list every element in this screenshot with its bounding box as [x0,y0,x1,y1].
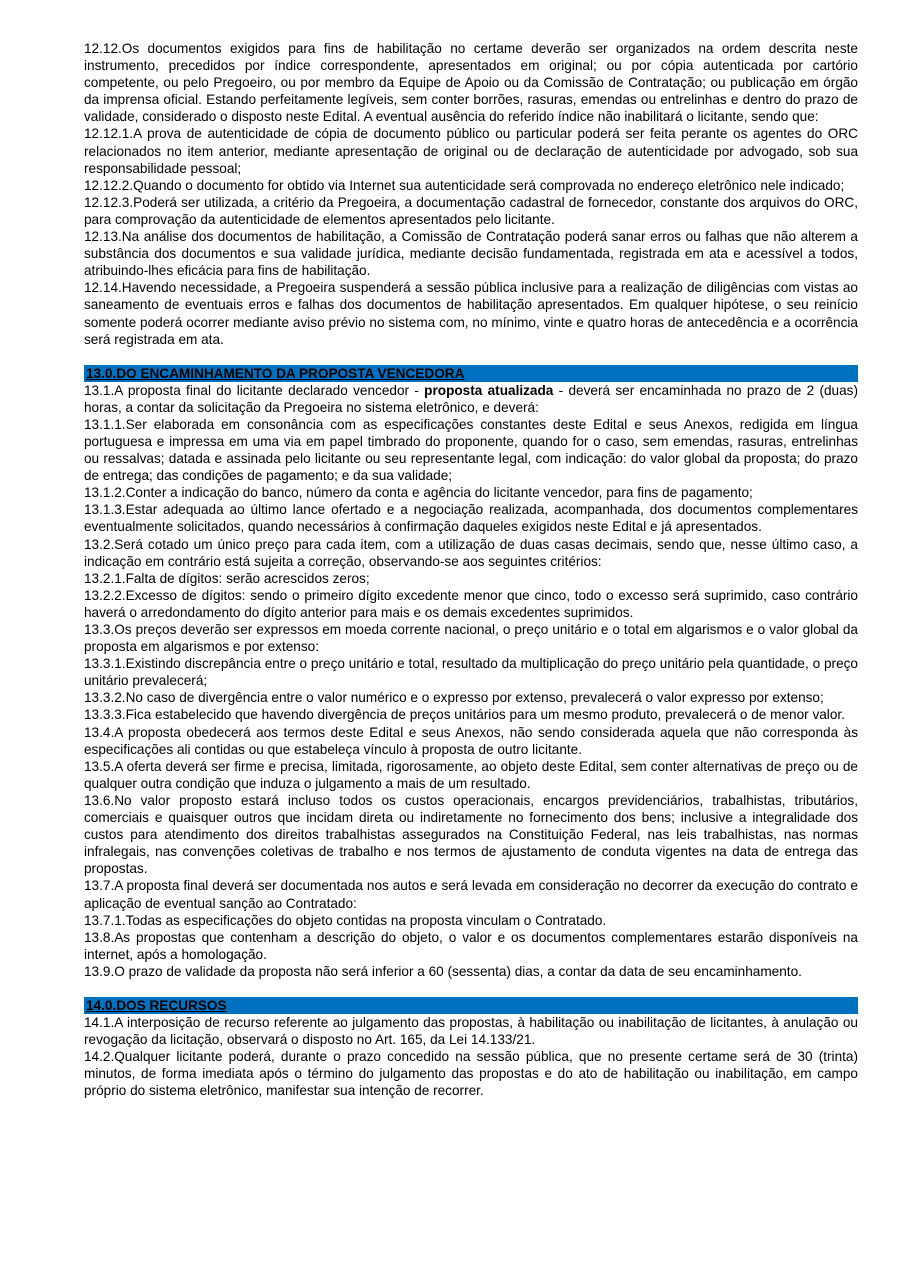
paragraph-13-1-1: 13.1.1.Ser elaborada em consonância com as especificações constantes deste Edital e seus Anexos, redigida em língua portuguesa e impressa em uma via em papel timbrado do proponente, quando for o caso, sem emendas, rasuras, entrelinhas ou ressalvas; datada e assinada pelo licitante ou seu representante legal, com indicação: do valor global da proposta; do prazo de entrega; das condições de pagamento; e da sua validade; [84,416,858,484]
paragraph-12-13: 12.13.Na análise dos documentos de habilitação, a Comissão de Contratação poderá sanar erros ou falhas que não alterem a substância dos documentos e sua validade jurídica, mediante decisão fundamentada, registrada em ata e acessível a todos, atribuindo-lhes eficácia para fins de habilitação. [84,229,858,279]
paragraph-12-12-2: 12.12.2.Quando o documento for obtido via Internet sua autenticidade será comprovada no endereço eletrônico nele indicado; [84,177,845,193]
paragraph-14-1: 14.1.A interposição de recurso referente ao julgamento das propostas, à habilitação ou inabilitação de licitantes, à anulação ou revogação da licitação, observará o disposto no Art. 165, da Lei 14.133/21. [84,1014,858,1048]
paragraph-13-2-2: 13.2.2.Excesso de dígitos: sendo o primeiro dígito excedente menor que cinco, todo o excesso será suprimido, caso contrário haverá o arredondamento do dígito anterior para mais e os demais excedentes suprimidos. [84,587,858,620]
section-spacer [84,348,858,365]
paragraph-13-3-1: 13.3.1.Existindo discrepância entre o preço unitário e total, resultado da multiplicação do preço unitário pela quantidade, o preço unitário prevalecerá; [84,656,858,689]
paragraph-14-2: 14.2.Qualquer licitante poderá, durante o prazo concedido na sessão pública, que no presente certame será de 30 (trinta) minutos, de forma imediata após o término do julgamento das propostas e do ato de habilitação ou inabilitação, em campo próprio do sistema eletrônico, manifestar sua intenção de recorrer. [84,1049,858,1099]
paragraph-13-5: 13.5.A oferta deverá ser firme e precisa, limitada, rigorosamente, ao objeto deste Edital, sem conter alternativas de preço ou de qualquer outra condição que induza o julgamento a mais de um resultado. [84,758,858,791]
paragraph-13-2-1: 13.2.1.Falta de dígitos: serão acrescidos zeros; [84,570,370,586]
paragraph-13-4: 13.4.A proposta obedecerá aos termos deste Edital e seus Anexos, não sendo considerada aquela que não corresponda às especificações ali contidas ou que estabeleça vínculo à proposta de outro licitante. [84,724,858,757]
paragraph-12-12-1: 12.12.1.A prova de autenticidade de cópia de documento público ou particular poderá ser feita perante os agentes do ORC relacionados no item anterior, mediante apresentação de original ou de declaração de autenticidade por advogado, sob sua responsabilidade pessoal; [84,126,858,176]
paragraph-13-2: 13.2.Será cotado um único preço para cada item, com a utilização de duas casas decimais, sendo que, nesse último caso, a indicação em contrário está sujeita a correção, observando-se aos seguintes critérios: [84,536,858,569]
paragraph-13-3: 13.3.Os preços deverão ser expressos em moeda corrente nacional, o preço unitário e o total em algarismos e o valor global da proposta em algarismos e por extenso: [84,622,858,655]
paragraph-13-1-end: - deverá ser encaminhada no prazo de 2 (duas) horas, a contar da solicitação da Pregoeira no sistema eletrônico, e deverá: [84,382,858,415]
paragraph-13-3-3: 13.3.3.Fica estabelecido que havendo divergência de preços unitários para um mesmo produto, prevalecerá o de menor valor. [84,707,845,723]
paragraph-13-7-1: 13.7.1.Todas as especificações do objeto contidas na proposta vinculam o Contratado. [84,912,607,928]
paragraph-13-8: 13.8.As propostas que contenham a descrição do objeto, o valor e os documentos complementares estarão disponíveis na internet, após a homologação. [84,929,858,962]
section-14-heading-text: 14.0.DOS RECURSOS [86,997,227,1013]
paragraph-13-7: 13.7.A proposta final deverá ser documentada nos autos e será levada em consideração no decorrer da execução do contrato e aplicação de eventual sanção ao Contratado: [84,878,858,911]
paragraph-13-9: 13.9.O prazo de validade da proposta não será inferior a 60 (sessenta) dias, a contar da data de seu encaminhamento. [84,963,802,979]
document-page [84,40,858,1099]
paragraph-13-1-start: 13.1.A proposta final do licitante declarado vencedor - [84,382,425,398]
paragraph-13-1-3: 13.1.3.Estar adequada ao último lance ofertado e a negociação realizada, acompanhada, dos documentos complementares eventualmente solicitados, quando necessários à confirmação daqueles exigidos neste Edital e já apresentados. [84,502,858,535]
paragraph-12-12-3: 12.12.3.Poderá ser utilizada, a critério da Pregoeira, a documentação cadastral de fornecedor, constante dos arquivos do ORC, para comprovação da autenticidade de elementos apresentados pelo licitante. [84,194,858,227]
paragraph-13-1-bold: proposta atualizada [424,382,554,398]
paragraph-13-1-2: 13.1.2.Conter a indicação do banco, número da conta e agência do licitante vencedor, para fins de pagamento; [84,485,753,501]
paragraph-12-14: 12.14.Havendo necessidade, a Pregoeira suspenderá a sessão pública inclusive para a realização de diligências com vistas ao saneamento de eventuais erros e falhas dos documentos de habilitação apresentados. Em qualquer hipótese, o seu reinício somente poderá ocorrer mediante aviso prévio no sistema com, no mínimo, vinte e quatro horas de antecedência e a ocorrência será registrada em ata. [84,280,858,347]
section-13-heading [84,365,858,382]
paragraph-13-1 [84,382,858,416]
section-spacer [84,980,858,997]
section-13-heading-text: 13.0.DO ENCAMINHAMENTO DA PROPOSTA VENCEDORA [86,365,465,381]
section-14-heading [84,997,858,1014]
paragraph-13-3-2: 13.3.2.No caso de divergência entre o valor numérico e o expresso por extenso, prevalecerá o valor expresso por extenso; [84,690,824,706]
paragraph-13-6: 13.6.No valor proposto estará incluso todos os custos operacionais, encargos previdenciários, trabalhistas, tributários, comerciais e quaisquer outros que incidam direta ou indiretamente no fornecimento dos bens; inclusive a integralidade dos custos para atendimento dos direitos trabalhistas assegurados na Constituição Federal, nas leis trabalhistas, nas normas infralegais, nas convenções coletivas de trabalho e nos termos de ajustamento de conduta vigentes na data de entrega das propostas. [84,792,858,877]
paragraph-12-12: 12.12.Os documentos exigidos para fins de habilitação no certame deverão ser organizados na ordem descrita neste instrumento, precedidos por índice correspondente, apresentados em original; ou por cópia autenticada por cartório competente, ou pelo Pregoeiro, ou por membro da Equipe de Apoio ou da Comissão de Contratação; ou publicação em órgão da imprensa oficial. Estando perfeitamente legíveis, sem conter borrões, rasuras, emendas ou entrelinhas e dentro do prazo de validade, considerado o disposto neste Edital. A eventual ausência do referido índice não inabilitará o licitante, sendo que: [84,41,858,125]
